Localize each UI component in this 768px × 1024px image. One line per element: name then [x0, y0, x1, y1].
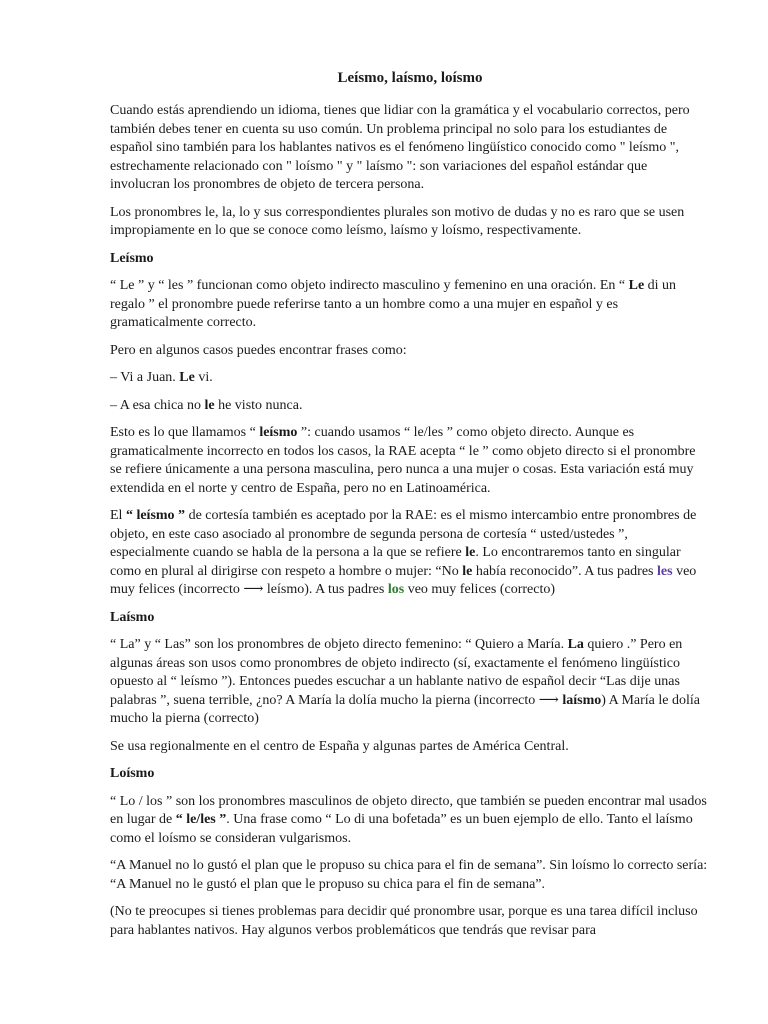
laismo-paragraph-2: Se usa regionalmente en el centro de España y algunas partes de América Central.: [110, 738, 569, 754]
leismo-paragraph-2: Pero en algunos casos puedes encontrar frases como:: [110, 342, 407, 358]
leismo-paragraph-4: El “ leísmo ” de cortesía también es aceptado por la RAE: es el mismo intercambio entre pronombres de objeto, en este caso asociado al pronombre de segunda persona de cortesía “ usted/ustedes ”, especialmente cuando se habla de la persona a la que se refiere le. Lo encontraremos tanto en singular como en plural al dirigirse con respeto a hombre o mujer: “No le había reconocido”. A tus padres les veo muy felices (incorrecto ⟶ leísmo). A tus padres los veo muy felices (correcto): [110, 508, 697, 597]
loismo-paragraph-1: “ Lo / los ” son los pronombres masculinos de objeto directo, que también se pueden encontrar mal usados en lugar de “ le/les ”. Una frase como “ Lo di una bofetada” es un buen ejemplo de ello. Tanto el laísmo como el loísmo se consideran vulgarismos.: [110, 793, 707, 846]
loismo-paragraph-3: (No te preocupes si tienes problemas para decidir qué pronombre usar, porque es una tarea difícil incluso para hablantes nativos. Hay algunos verbos problemáticos que tendrás que revisar para: [110, 904, 698, 938]
les-highlight: les: [657, 563, 673, 579]
leismo-example-2: – A esa chica no le he visto nunca.: [110, 397, 303, 413]
leismo-paragraph-1: “ Le ” y “ les ” funcionan como objeto indirecto masculino y femenino en una oración. En “ Le di un regalo ” el pronombre puede referirse tanto a un hombre como a una mujer en español y es gramaticalmente correcto.: [110, 278, 677, 330]
los-highlight: los: [387, 582, 405, 597]
leismo-heading: Leísmo: [110, 250, 154, 266]
loismo-heading: Loísmo: [110, 766, 155, 781]
intro-paragraph-1: Cuando estás aprendiendo un idioma, tienes que lidiar con la gramática y el vocabulario correctos, pero también debes tener en cuenta su uso común. Un problema principal no solo para los estudiantes de español sino también para los hablantes nativos es el fenómeno lingüístico conocido como " leísmo ", estrechamente relacionado con " loísmo " y " laísmo ": son variaciones del español estándar que involucran los pronombres de objeto de tercera persona.: [110, 103, 690, 192]
leismo-paragraph-3: Esto es lo que llamamos “ leísmo ”: cuando usamos “ le/les ” como objeto directo. Aunque es gramaticalmente incorrecto en todos los casos, la RAE acepta “ le ” como objeto directo si el pronombre se refiere únicamente a una persona masculina, pero nunca a una mujer o cosas. Esta variación está muy extendida en el norte y centro de España, pero no en Latinoamérica.: [110, 425, 696, 496]
laismo-paragraph-1: “ La” y “ Las” son los pronombres de objeto directo femenino: “ Quiero a María. La quiero .” Pero en algunas áreas son usos como pronombres de objeto indirecto (sí, exactamente el fenómeno lingüístico opuesto al “ leísmo ”). Entonces puedes escuchar a un hablante nativo de español decir “Las dije unas palabras ”, suena terrible, ¿no? A María la dolía mucho la pierna (incorrecto ⟶ laísmo) A María le dolía mucho la pierna (correcto): [110, 637, 700, 726]
leismo-example-1: – Vi a Juan. Le vi.: [110, 370, 213, 385]
laismo-heading: Laísmo: [110, 609, 155, 625]
page-title: Leísmo, laísmo, loísmo: [337, 70, 483, 86]
intro-paragraph-2: Los pronombres le, la, lo y sus correspondientes plurales son motivo de dudas y no es raro que se usen impropiamente en lo que se conoce como leísmo, laísmo y loísmo, respectivamente.: [110, 204, 685, 238]
loismo-paragraph-2: “A Manuel no lo gustó el plan que le propuso su chica para el fin de semana”. Sin loísmo lo correcto sería: “A Manuel no le gustó el plan que le propuso su chica para el fin de semana”.: [110, 858, 708, 892]
